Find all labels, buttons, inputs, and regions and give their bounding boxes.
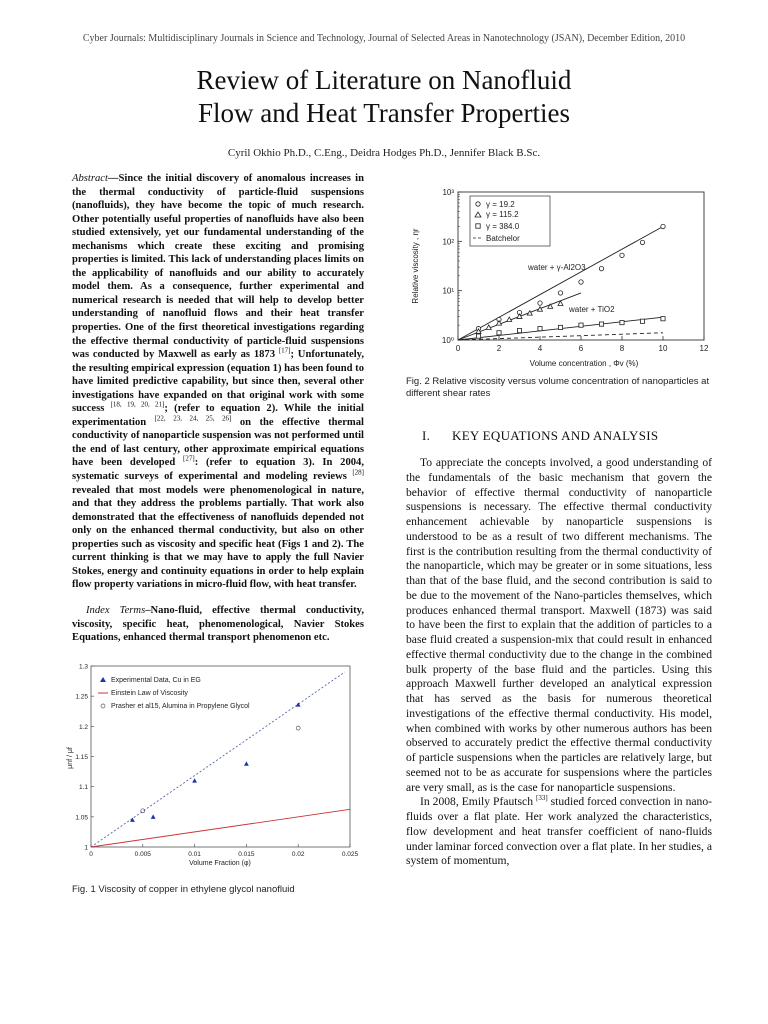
x-tick-label: 0.01 <box>188 851 201 858</box>
y-tick-label: 1.1 <box>78 784 88 792</box>
paper-title <box>0 64 768 130</box>
abstract-text-5: : (refer to equation 3). In 2004, systematic surveys of experimental and modeling reviews <box>72 457 364 483</box>
fig2-data-point <box>538 327 542 331</box>
index-terms <box>72 604 364 645</box>
section-title: KEY EQUATIONS AND ANALYSIS <box>452 428 659 443</box>
fig2-data-point <box>620 253 624 257</box>
x-tick-label: 12 <box>699 344 709 353</box>
figure-1-caption: Fig. 1 Viscosity of copper in ethylene glycol nanofluid <box>72 884 295 895</box>
citation-ref: [17] <box>278 346 291 355</box>
x-tick-label: 0.025 <box>341 851 359 858</box>
fig2-data-point <box>640 319 644 323</box>
x-tick-label: 0 <box>89 851 93 858</box>
y-tick-label: 1.05 <box>75 814 88 822</box>
y-tick-label: 1.15 <box>75 754 88 761</box>
legend-entry: γ = 19.2 <box>486 200 515 209</box>
fig2-data-point <box>476 334 480 338</box>
fig2-x-label: Volume concentration , Φv (%) <box>529 359 639 368</box>
fig2-data-point <box>558 291 562 295</box>
body-paragraph-2-text-b: studied forced convection in nano-fluids over a flat plate. Her work analyzed the characteristics, flow development and heat transfer coefficient of nano-fluids under laminar forced convection over a flat plate. In her studies, a system of momentum, <box>406 795 712 868</box>
fig2-data-point <box>538 301 542 305</box>
abstract-label: Abstract <box>72 173 108 184</box>
citation-ref: [22, 23, 24, 25, 26] <box>154 414 232 423</box>
y-tick-label: 1.3 <box>78 663 88 671</box>
figure-2-chart <box>404 182 718 372</box>
citation-ref: [28] <box>352 468 364 477</box>
y-tick-label: 1 <box>84 844 88 852</box>
fig2-legend <box>470 196 550 246</box>
fig2-data-point <box>640 240 644 244</box>
legend-entry: Batchelor <box>486 234 520 243</box>
legend-entry: Einstein Law of Viscosity <box>111 690 188 697</box>
citation-ref: [33] <box>535 794 548 803</box>
fig2-data-point <box>599 266 603 270</box>
section-heading <box>422 428 722 444</box>
x-tick-label: 0 <box>455 344 461 353</box>
fig2-data-point <box>517 329 521 333</box>
fig2-data-point <box>579 323 583 327</box>
body-text <box>406 456 712 869</box>
x-tick-label: 0.015 <box>238 851 255 858</box>
x-tick-label: 8 <box>619 344 625 353</box>
fig1-x-label: Volume Fraction (φ) <box>189 860 251 867</box>
x-tick-label: 10 <box>658 344 668 353</box>
y-tick-label: 10³ <box>442 188 454 197</box>
y-tick-label: 10² <box>442 237 454 247</box>
x-tick-label: 2 <box>496 344 502 353</box>
title-line-1: Review of Literature on Nanofluid <box>196 65 572 95</box>
fig2-data-point <box>661 317 665 321</box>
fig2-data-point <box>661 224 665 228</box>
x-tick-label: 6 <box>578 344 584 353</box>
abstract-text-2: ; Unfortunately, the resulting empirical expression (equation 1) has been found to have limited predictive capability, but since then, several other investigations have expanded on that original work with some success <box>72 349 365 415</box>
x-tick-label: 0.005 <box>134 851 151 858</box>
annotation-al2o3: water + γ-Al2O3 <box>528 263 586 272</box>
author-list: Cyril Okhio Ph.D., C.Eng., Deidra Hodges Ph.D., Jennifer Black B.Sc. <box>227 147 541 159</box>
y-tick-label: 10⁰ <box>441 336 454 345</box>
y-tick-label: 1.25 <box>75 693 88 701</box>
legend-entry: Prasher et al15, Alumina in Propylene Glycol <box>111 703 250 710</box>
fig2-data-point <box>620 321 624 325</box>
y-tick-label: 10¹ <box>442 286 454 296</box>
abstract <box>72 172 364 592</box>
title-line-2: Flow and Heat Transfer Properties <box>198 98 570 128</box>
body-paragraph-2-text-a: In 2008, Emily Pfautsch <box>420 795 536 809</box>
body-paragraph-2 <box>406 795 712 869</box>
fig2-data-point <box>599 322 603 326</box>
citation-ref: [18, 19, 20, 21] <box>110 400 165 409</box>
fig2-y-label: Relative viscosity , ηr <box>411 228 420 304</box>
x-tick-label: 0.02 <box>291 851 305 858</box>
annotation-tio2: water + TiO2 <box>569 305 615 314</box>
fig2-data-point <box>579 280 583 284</box>
section-number: I. <box>422 428 431 443</box>
legend-entry: γ = 384.0 <box>486 222 520 231</box>
index-terms-label: Index Terms <box>86 605 146 616</box>
abstract-text-3: ; (refer to equation 2). While the initial experimentation <box>72 403 364 428</box>
abstract-text-1: —Since the initial discovery of anomalous increases in the thermal conductivity of particle-fluid suspensions (nanofluids), they have become the topic of much research. Other potentially useful properties of nanofluids have also been studied extensively, yet our fundamental understanding of the mechanisms which create these exciting and promising properties is limited. This lack of understanding places limits on the applicability of nanofluids and our ability to accurately model them. As a consequence, further experimental and numerical research is needed that will help to develop better understanding of nanofluid flows and their heat transfer properties. One of the first theoretical investigations regarding the effective thermal conductivity of particle-fluid suspensions was conducted by Maxwell as early as 1873 <box>72 173 364 361</box>
abstract-text-4: on the effective thermal conductivity of nanoparticle suspension was not performed until the end of last century, other approximate empirical equations have been developed <box>72 416 364 469</box>
fig1-y-label: μnf / μf <box>67 747 74 769</box>
journal-header: Cyber Journals: Multidisciplinary Journals in Science and Technology, Journal of Selected Areas in Nanotechnology (JSAN), December Edition, 2010 <box>82 33 686 44</box>
fig2-data-point <box>558 325 562 329</box>
y-tick-label: 1.2 <box>78 723 88 731</box>
legend-entry: Experimental Data, Cu in EG <box>111 677 201 684</box>
figure-1-chart <box>60 660 360 880</box>
fig2-data-point <box>497 331 501 335</box>
body-paragraph-1: To appreciate the concepts involved, a good understanding of the fundamentals of the basic mechanism that govern the behavior of effective thermal conductivity of nanoparticle suspensions is necessary. The effective thermal conductivity enhancement achievable by nanoparticle suspensions is understood to be as a result of two different mechanisms. The first is the contribution resulting from the thermal conductivity of the nanoparticle, which may be greater or in some situations, less than that of the base fluid, and the second contribution is said to be due to the movement of the Nano-particles themselves, which produces enhanced thermal transport. Maxwell (1873) was said to have been the first to explain that the addition of particles to a base fluid created a suspension-mix that could result in enhanced effective thermal conductivity due to the change in the combined bulk property of the base fluid and the particles. Using this approach Maxwell further developed an analytical expression that has served as the basis for numerous theoretical investigations of the effective thermal conductivity. His model, when combined with works by other numerous authors has been observed to accurately predict the effective thermal conductivity of particle suspensions when the particles are relatively large, but seemed not to be as accurate for suspensions where the particles are very small, as is the case for nanoparticle suspensions. <box>406 456 712 794</box>
figure-2-caption: Fig. 2 Relative viscosity versus volume concentration of nanoparticles at different shear rates <box>406 376 710 399</box>
legend-entry: γ = 115.2 <box>486 210 519 219</box>
x-tick-label: 4 <box>537 344 543 353</box>
index-terms-text: –Nano-fluid, effective thermal conductivity, viscosity, specific heat, phenomenological, Navier Stokes Equations, enhanced thermal transport phenomenon etc. <box>72 605 364 644</box>
abstract-text-6: revealed that most models were phenomenological in nature, and that they address the problems partially. That work also demonstrated that the effectiveness of nanofluids depended not only on the enhanced thermal conductivity, but also on other properties such as viscosity and specific heat (Figs 1 and 2). The current thinking is that we may have to apply the full Navier Stokes, energy and continuity equations in order to help explain flow property variations in micro-fluid flow, with heat transfer. <box>72 484 364 591</box>
citation-ref: [27] <box>183 454 195 463</box>
